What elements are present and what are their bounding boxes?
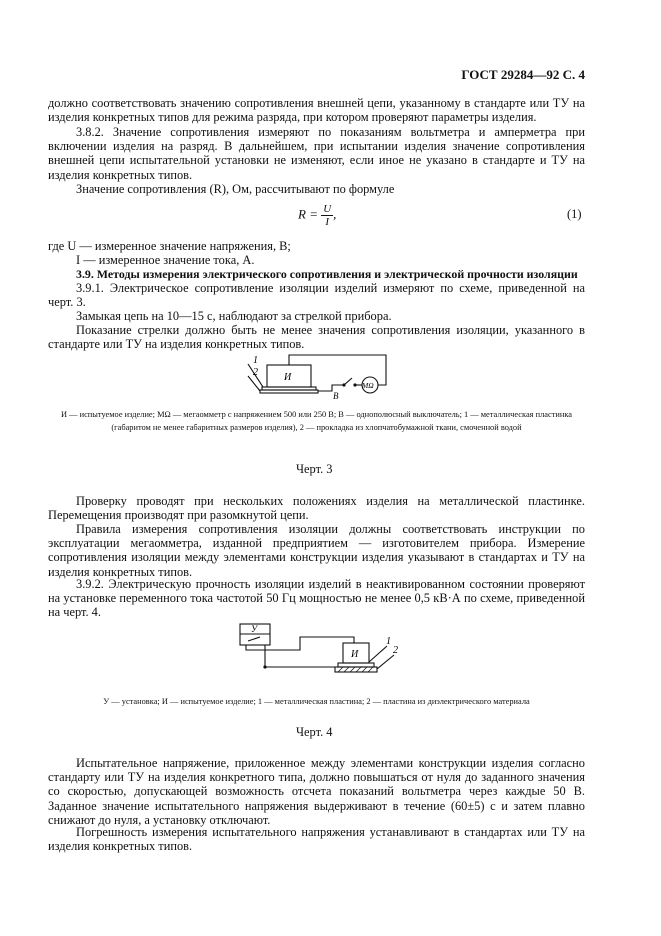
paragraph-test-voltage: Испытательное напряжение, приложенное между элементами конструкции изделия согласно стандарту или ТУ на изделия конкретного типа, должно повышаться от нуля до заданного значения со скоростью, допускающей возможность отсчета показаний вольтметра через каждые 50 В. Заданное значение испытательного напряжения выдерживают в течение (60±5) с и затем плавно снижают до нуля, а установку отключают. xyxy=(48,756,585,827)
figure-4-title: Черт. 4 xyxy=(296,725,333,739)
formula-resistance xyxy=(298,203,336,228)
fig3-switch-contact-left xyxy=(342,383,345,386)
fig3-switch-contact-right xyxy=(353,383,356,386)
fig4-plate-hatching xyxy=(338,667,373,672)
fig4-label-item: И xyxy=(351,649,359,660)
fig3-label-meter: MΩ xyxy=(362,381,374,390)
fig4-unit-switch xyxy=(248,637,260,641)
formula-fraction xyxy=(321,203,333,228)
section-heading-3-9: 3.9. Методы измерения электрического сопротивления и электрической прочности изоляции xyxy=(76,267,578,281)
paragraph-where-i: I — измеренное значение тока, А. xyxy=(76,253,255,267)
paragraph-formula-intro: Значение сопротивления (R), Ом, рассчитывают по формуле xyxy=(76,182,395,196)
paragraph-measurement-rules: Правила измерения сопротивления изоляции должны соответствовать инструкции по эксплуатации мегаомметра, изданной предприятием — изготовителем прибора. Измерение сопротивления изоляции между элементами конструкции изделия указывают в стандартах и ТУ на изделия конкретных типов. xyxy=(48,522,585,579)
formula-tail: , xyxy=(333,206,337,222)
page-header: ГОСТ 29284—92 С. 4 xyxy=(461,67,585,82)
formula-lhs: R = xyxy=(298,206,318,222)
paragraph-3-9-1: 3.9.1. Электрическое сопротивление изоляции изделий измеряют по схеме, приведенной на черт. 3. xyxy=(48,281,585,310)
fig3-label-1: 1 xyxy=(253,355,258,366)
fig4-label-1: 1 xyxy=(386,636,391,647)
fig4-junction xyxy=(263,665,266,668)
figure-4-diagram xyxy=(234,621,404,677)
fig4-leader-1 xyxy=(369,646,387,662)
fig4-label-2: 2 xyxy=(393,645,398,656)
fig4-metal-plate xyxy=(338,663,374,667)
paragraph-3-8-2: 3.8.2. Значение сопротивления измеряют по показаниям вольтметра и амперметра при включении изделия на разряд. В дальнейшем, при испытании изделия значение сопротивления внешней цепи испытательной установки не изменяют, если иное не указано в стандарте и ТУ на изделия конкретных типов. xyxy=(48,125,585,182)
paragraph-where-u: где U — измеренное значение напряжения, В; xyxy=(48,239,291,253)
fig4-leader-2 xyxy=(377,655,394,669)
figure-3-diagram xyxy=(246,351,396,403)
formula-denominator: I xyxy=(325,216,330,228)
fig4-wire-upper xyxy=(246,637,354,650)
fig4-wire-lower xyxy=(265,645,340,667)
formula-numerator: U xyxy=(323,203,332,215)
fig3-metal-plate xyxy=(260,390,318,393)
paragraph-needle-reading: Показание стрелки должно быть не менее значения сопротивления изоляции, указанного в стандарте или ТУ на изделия конкретных типов. xyxy=(48,323,585,352)
fig3-wire-lower xyxy=(318,385,344,391)
paragraph-3-9-2: 3.9.2. Электрическую прочность изоляции изделий в неактивированном состоянии проверяют на установке переменного тока частотой 50 Гц мощностью не менее 0,5 кВ·А по схеме, приведенной на черт. 4. xyxy=(48,577,585,620)
formula-number: (1) xyxy=(567,207,582,221)
figure-4-caption: У — установка; И — испытуемое изделие; 1 — металлическая пластина; 2 — пластина из диэлектрического материала xyxy=(103,697,530,706)
paragraph-closing-circuit: Замыкая цепь на 10—15 с, наблюдают за стрелкой прибора. xyxy=(76,309,392,323)
fig4-label-unit: У xyxy=(251,624,258,634)
figure-3-caption: И — испытуемое изделие; MΩ — мегаомметр с напряжением 500 или 250 В; В — однополюсный выключатель; 1 — металлическая пластинка (габаритом не менее габаритных размеров изделия), 2 — прокладка из хлопчатобумажной ткани, смоченной водой xyxy=(60,410,572,432)
fig3-label-2: 2 xyxy=(253,367,258,378)
fig3-leader-2 xyxy=(248,376,260,391)
paragraph-check-positions: Проверку проводят при нескольких положениях изделия на металлической пластинке. Перемещения производят при разомкнутой цепи. xyxy=(48,494,585,523)
paragraph-continued: должно соответствовать значению сопротивления внешней цепи, указанному в стандарте или ТУ на изделия конкретных типов для режима разряда, при котором проверяют параметры изделия. xyxy=(48,96,585,125)
fig3-label-switch: B xyxy=(333,391,339,401)
figure-3-title: Черт. 3 xyxy=(296,462,333,476)
fig3-label-item: И xyxy=(284,372,292,383)
paragraph-measurement-error: Погрешность измерения испытательного напряжения устанавливают в стандартах или ТУ на изделия конкретных типов. xyxy=(48,825,585,854)
